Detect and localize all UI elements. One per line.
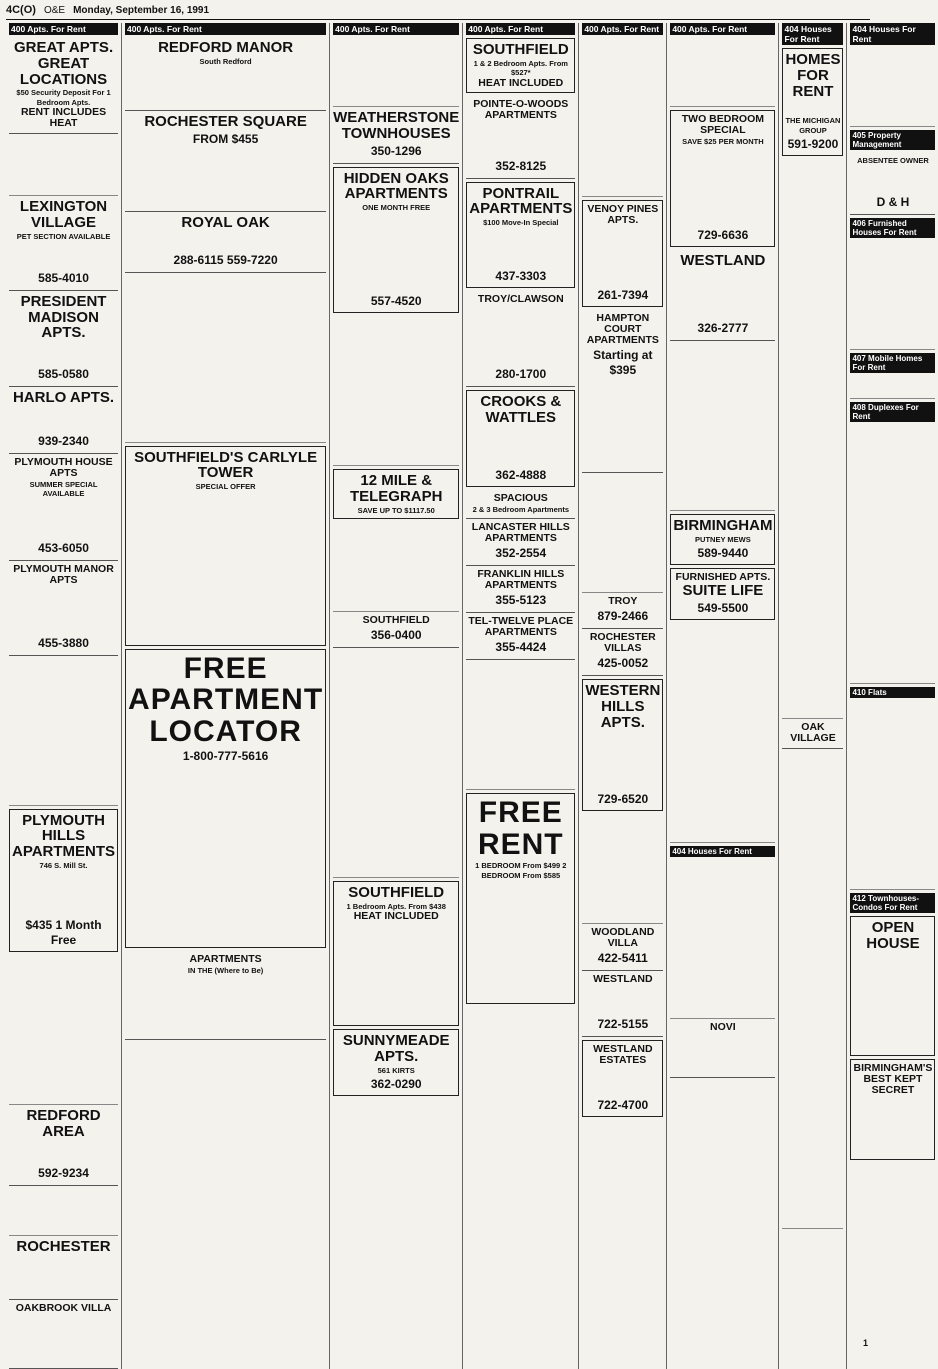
ad-lancaster-hills (466, 519, 575, 566)
ad-phone: 592-9234 (38, 1165, 89, 1180)
ad-copy (850, 700, 935, 890)
ad-carlyle-tower (125, 446, 326, 646)
ad-price: Starting at $395 (593, 348, 653, 378)
ad-copy (466, 121, 575, 157)
ad-title: LANCASTER HILLS APARTMENTS (471, 521, 570, 545)
ad-title: HAMPTON COURT APARTMENTS (586, 312, 659, 347)
ad-subtitle: 2 & 3 Bedroom Apartments (472, 504, 569, 514)
ad-copy (582, 378, 663, 468)
ad-highlight: HEAT INCLUDED (353, 910, 439, 923)
ad-copy (853, 952, 932, 1052)
column-6 (666, 23, 778, 1369)
ad-phone: 549-5500 (697, 601, 749, 616)
ad-copy (128, 492, 323, 642)
ad-copy (585, 226, 660, 286)
ad-subtitle: IN THE (Where to Be) (187, 966, 264, 976)
ad-phone: 589-9440 (697, 546, 749, 561)
ad-title: WOODLAND VILLA (591, 926, 655, 950)
ad-copy (333, 648, 459, 878)
ad-westland-estates (582, 1040, 663, 1117)
column-heading: 400 Apts. For Rent (466, 23, 575, 35)
ad-title: ROYAL OAK (181, 213, 270, 231)
ad-subtitle: $100 Move-In Special (483, 218, 559, 228)
ad-title: LEXINGTON VILLAGE (19, 198, 108, 231)
ad-highlight: HEAT INCLUDED (478, 76, 564, 89)
ad-furnished-apts (670, 568, 775, 620)
ad-title: FREE APARTMENT LOCATOR (128, 651, 324, 748)
ad-copy (782, 159, 843, 719)
ad-title: VENOY PINES APTS. (587, 203, 659, 227)
ad-copy (466, 660, 575, 790)
ad-title: OAK VILLAGE (790, 721, 836, 745)
column-8 (846, 23, 938, 1369)
classified-columns (6, 23, 933, 1333)
ad-title: SUNNYMEADE APTS. (342, 1032, 450, 1066)
ad-lexington-village (9, 196, 118, 291)
ad-phone: 729-6636 (697, 228, 749, 243)
ad-franklin-hills (466, 566, 575, 613)
ad-phone: 352-8125 (495, 158, 547, 173)
ad-hidden-oaks (333, 167, 459, 314)
ad-subtitle: 746 S. Mill St. (39, 860, 88, 870)
ad-copy (670, 859, 775, 1019)
ad-copy (9, 134, 118, 196)
ad-copy (9, 586, 118, 634)
ad-phone: 288-6115 559-7220 (173, 252, 278, 267)
ad-spacious (466, 490, 575, 519)
ad-subtitle: SAVE $25 PER MONTH (682, 137, 764, 147)
ad-venoy-pines (582, 200, 663, 307)
ad-company: D & H (876, 195, 910, 210)
ad-hampton-court (582, 310, 663, 473)
ad-copy (670, 623, 775, 843)
ad-subtitle: 1 BEDROOM From $499 2 BEDROOM From $585 (475, 861, 567, 880)
ad-pontrail (466, 182, 575, 289)
ad-copy (125, 975, 326, 1035)
ad-troy (582, 593, 663, 629)
ad-title: SOUTHFIELD (472, 41, 569, 58)
ad-title: FREE RENT (477, 796, 564, 861)
ad-copy (670, 269, 775, 319)
ad-southfield-heat (466, 38, 575, 93)
section-heading: 410 Flats (850, 687, 935, 698)
ad-apartments-where-to-be (125, 951, 326, 1040)
ad-phone: 591-9200 (787, 137, 839, 151)
ad-sunnymeade (333, 1029, 459, 1096)
ad-title: FRANKLIN HILLS APARTMENTS (477, 568, 565, 592)
column-4 (462, 23, 578, 1369)
ad-copy (9, 406, 118, 432)
ad-subtitle: 1 Bedroom Apts. From $438 (346, 902, 446, 912)
ad-phone: 261-7394 (597, 288, 649, 303)
ad-phone: 422-5411 (597, 951, 648, 966)
ad-title: PRESIDENT MADISON APTS. (20, 292, 107, 342)
ad-copy (336, 922, 456, 1022)
ad-phone: 585-4010 (38, 270, 89, 285)
ad-copy (670, 37, 775, 107)
column-5 (578, 23, 666, 1369)
ad-phone: 879-2466 (597, 609, 649, 624)
ad-price: $435 1 Month Free (25, 918, 102, 948)
ad-phone: 437-3303 (495, 269, 547, 284)
ad-title: WESTERN HILLS APTS. (585, 682, 661, 731)
ad-title: ROCHESTER SQUARE (144, 113, 307, 131)
ad-copy (125, 66, 326, 106)
ad-title: REDFORD AREA (26, 1107, 101, 1141)
ad-open-house (850, 916, 935, 1056)
ad-copy (670, 341, 775, 511)
section-heading: 406 Furnished Houses For Rent (850, 218, 935, 238)
ad-subtitle: $50 Security Deposit For 1 Bedroom Apts. (16, 88, 111, 107)
ad-phone: 356-0400 (370, 628, 422, 643)
ad-phone: 352-2554 (495, 546, 547, 561)
ad-title: OAKBROOK VILLA (15, 1301, 112, 1314)
ad-title: CROOKS & WATTLES (480, 393, 562, 427)
ad-copy (673, 146, 772, 226)
section-heading: 407 Mobile Homes For Rent (850, 353, 935, 373)
ad-copy (333, 37, 459, 107)
column-heading: 404 Houses For Rent (850, 23, 935, 45)
ad-great-apts (9, 37, 118, 134)
ad-copy (850, 47, 935, 127)
ad-troy-clawson (466, 291, 575, 387)
ad-copy (9, 1314, 118, 1364)
ad-copy (785, 99, 840, 115)
ad-title: APARTMENTS (189, 953, 262, 965)
ad-subtitle: ONE MONTH FREE (362, 203, 431, 212)
ad-woodland-villa (582, 924, 663, 971)
ad-copy (9, 1186, 118, 1236)
ad-phone: 455-3880 (38, 635, 89, 650)
ad-copy (9, 499, 118, 539)
ad-title: PLYMOUTH MANOR APTS (13, 562, 114, 586)
section-heading: 405 Property Management (850, 130, 935, 150)
ad-subtitle: 1 & 2 Bedroom Apts. From $527* (473, 58, 568, 78)
ad-title: OPEN HOUSE (866, 919, 920, 953)
ad-harlo-apts (9, 387, 118, 454)
ad-copy (850, 240, 935, 350)
ad-free-apartment-locator (125, 649, 326, 949)
ad-copy (469, 227, 572, 267)
ad-westland-6 (670, 250, 775, 341)
ad-homes-for-rent (782, 48, 843, 156)
ad-title: NOVI (710, 1021, 736, 1034)
ad-title: TEL-TWELVE PLACE APARTMENTS (468, 615, 574, 639)
ad-title: HIDDEN OAKS APARTMENTS (343, 169, 449, 203)
ad-rochester-villas (582, 629, 663, 676)
ad-royal-oak (125, 212, 326, 273)
ad-subtitle: THE MICHIGAN GROUP (785, 116, 841, 135)
ad-title: TROY/CLAWSON (477, 293, 564, 306)
ad-copy (850, 165, 935, 193)
ad-subtitle: SPECIAL OFFER (195, 482, 256, 492)
ad-redford-manor (125, 37, 326, 111)
column-heading: 400 Apts. For Rent (670, 23, 775, 35)
ad-plymouth-house (9, 454, 118, 561)
ad-title: TWO BEDROOM SPECIAL (681, 113, 765, 137)
ad-rochester (9, 1236, 118, 1300)
ad-novi (670, 1019, 775, 1078)
ad-copy (9, 1255, 118, 1295)
ad-title: WEATHERSTONE TOWNHOUSES (333, 109, 460, 142)
ad-title: HARLO APTS. (12, 389, 115, 407)
ad-title: REDFORD MANOR (158, 39, 294, 56)
ad-copy (670, 1033, 775, 1073)
ad-copy (9, 656, 118, 806)
ad-southfield-2 (333, 881, 459, 1026)
ad-subtitle: South Redford (199, 56, 252, 66)
ad-copy (585, 1066, 660, 1096)
ad-title: SOUTHFIELD'S CARLYLE TOWER (134, 448, 318, 482)
ad-rochester-square (125, 111, 326, 212)
ad-western-hills (582, 679, 663, 811)
column-heading: 404 Houses For Rent (782, 23, 843, 45)
ad-subtitle: SUMMER SPECIAL AVAILABLE (29, 479, 98, 499)
ad-highlight: SUITE LIFE (682, 582, 764, 600)
ad-copy (9, 241, 118, 269)
column-heading: 400 Apts. For Rent (125, 23, 326, 35)
ad-12-mile-telegraph (333, 469, 459, 519)
ad-title: PLYMOUTH HOUSE APTS (14, 455, 113, 479)
ad-subtitle: 561 KIRTS (377, 1065, 415, 1075)
ad-copy (336, 212, 456, 292)
section-heading: 408 Duplexes For Rent (850, 402, 935, 422)
ad-phone: 355-5123 (495, 593, 547, 608)
ad-copy (853, 1096, 932, 1156)
ad-oakbrook-villa (9, 1300, 118, 1369)
ad-copy (333, 316, 459, 466)
ad-phone: 585-0580 (38, 367, 89, 382)
ad-phone: 355-4424 (495, 640, 547, 655)
ad-copy (582, 473, 663, 593)
ad-plymouth-hills (9, 809, 118, 953)
ad-westland (582, 971, 663, 1037)
ad-copy (333, 522, 459, 612)
ad-birmingham-best-kept (850, 1059, 935, 1160)
ad-phone: 939-2340 (38, 433, 89, 448)
page-number: 4C(O) (6, 4, 36, 16)
ad-title: FURNISHED APTS. (675, 571, 771, 584)
ad-copy (782, 749, 843, 1229)
ad-copy (9, 955, 118, 1105)
column-2 (121, 23, 329, 1369)
ad-copy (469, 426, 572, 466)
ad-two-bedroom-special (670, 110, 775, 247)
ad-copy (125, 231, 326, 251)
ad-title: TROY (608, 595, 638, 608)
ad-weatherstone (333, 107, 459, 164)
column-heading: 400 Apts. For Rent (582, 23, 663, 35)
ad-free-rent (466, 793, 575, 1004)
ad-copy (466, 305, 575, 365)
ad-president-madison (9, 291, 118, 387)
ad-pointe-o-woods (466, 96, 575, 179)
ad-tel-twelve (466, 613, 575, 660)
ad-title: ROCHESTER (16, 1237, 111, 1255)
ad-title: ROCHESTER VILLAS (589, 631, 656, 655)
ad-copy (9, 341, 118, 365)
column-heading: 400 Apts. For Rent (9, 23, 118, 35)
ad-price: FROM $455 (192, 131, 259, 146)
ad-title: GREAT APTS. GREAT LOCATIONS (13, 39, 114, 88)
column-1 (6, 23, 121, 1369)
ad-phone: 280-1700 (495, 367, 547, 382)
ad-copy (128, 764, 323, 944)
ad-title: SOUTHFIELD (348, 884, 445, 902)
column-heading: 400 Apts. For Rent (333, 23, 459, 35)
ad-subtitle: PET SECTION AVAILABLE (16, 231, 111, 241)
ad-phone: 362-0290 (370, 1077, 422, 1092)
ad-phone: 722-5155 (597, 1017, 649, 1032)
ad-oak-village (782, 719, 843, 749)
ad-title: WESTLAND (680, 252, 766, 270)
ad-title: BIRMINGHAM'S BEST KEPT SECRET (853, 1061, 933, 1096)
ad-phone: 362-4888 (495, 467, 547, 482)
ad-copy (850, 375, 935, 399)
column-7 (778, 23, 846, 1369)
ad-birmingham-putney (670, 514, 775, 565)
ad-copy (582, 985, 663, 1015)
ad-copy (850, 424, 935, 684)
ad-title: PONTRAIL APARTMENTS (469, 184, 573, 218)
ad-copy (12, 870, 115, 916)
paper-name: O&E (43, 5, 66, 16)
ad-phone: 557-4520 (370, 294, 422, 309)
ad-copy (469, 880, 572, 1000)
ad-copy (585, 730, 660, 790)
ad-plymouth-manor (9, 561, 118, 656)
ad-phone: 350-1296 (370, 143, 422, 158)
ad-redford-area (9, 1105, 118, 1186)
ad-title: WESTLAND ESTATES (593, 1043, 653, 1067)
ad-copy (125, 273, 326, 443)
ad-copy (125, 147, 326, 207)
ad-southfield-1 (333, 612, 459, 648)
ad-phone: 453-6050 (38, 540, 89, 555)
ad-phone: 1-800-777-5616 (182, 749, 269, 763)
ad-title: PLYMOUTH HILLS APARTMENTS (12, 811, 116, 861)
ad-title: SPACIOUS (493, 491, 548, 504)
ad-title: BIRMINGHAM (673, 517, 773, 535)
footer-page-number: 1 (862, 1338, 868, 1348)
ad-absentee-owner (850, 152, 935, 215)
ad-phone: 425-0052 (597, 656, 649, 671)
section-heading: 412 Townhouses-Condos For Rent (850, 893, 935, 913)
ad-title: WESTLAND (593, 973, 653, 986)
ad-subtitle: ABSENTEE OWNER (857, 156, 929, 165)
column-3 (329, 23, 462, 1369)
ad-copy (9, 1140, 118, 1164)
issue-date: Monday, September 16, 1991 (73, 5, 210, 16)
ad-phone: 729-6520 (597, 792, 649, 807)
section-heading: 404 Houses For Rent (670, 846, 775, 857)
ad-highlight: RENT INCLUDES HEAT (20, 106, 107, 130)
page-masthead (6, 4, 870, 20)
ad-subtitle: SAVE UP TO $1117.50 (357, 505, 435, 515)
ad-title: POINTE-O-WOODS APARTMENTS (473, 97, 569, 121)
ad-phone: 722-4700 (597, 1098, 649, 1113)
ad-crooks-wattles (466, 390, 575, 487)
ad-copy (582, 814, 663, 924)
ad-title: 12 MILE & TELEGRAPH (349, 472, 443, 506)
ad-phone: 326-2777 (697, 321, 749, 336)
ad-title: HOMES FOR RENT (785, 51, 841, 100)
ad-title: SOUTHFIELD (362, 614, 430, 627)
ad-copy (582, 37, 663, 197)
ad-subtitle: PUTNEY MEWS (695, 534, 751, 544)
